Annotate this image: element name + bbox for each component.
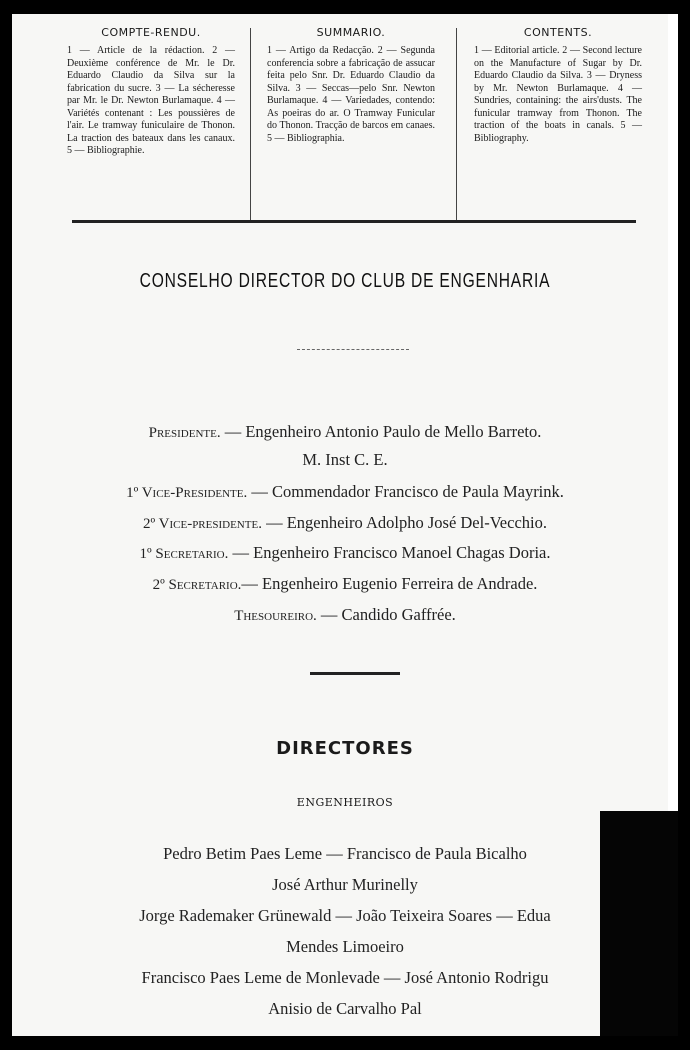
officer-line-treasurer [12, 605, 678, 625]
officer-role: 2º Vice-presidente. [143, 516, 262, 532]
table-of-contents [62, 26, 647, 226]
scan-shadow [600, 811, 678, 1036]
column-heading: SUMMARIO. [316, 26, 386, 39]
officer-role: Presidente. [148, 425, 221, 441]
directors-subtitle: ENGENHEIROS [296, 796, 394, 809]
horizontal-rule [72, 220, 636, 223]
column-divider [250, 28, 251, 222]
column-text: 1 — Article de la rédaction. 2 — Deuxième conférence de Mr. le Dr. Eduardo Claudio da Silva sur la fabrication du sucre. 3 — La sécheresse par Mr. le Dr. Newton Burlamaque. 4 — Variétés contenant : Les poussières de l'air. Le tramway funiculaire de Thonon. La traction des bateaux dans les canaux. 5 — Bibliographie. [67, 45, 235, 156]
column-divider [456, 28, 457, 222]
director-line: Francisco Paes Leme de Monlevade — José Antonio Rodrigu [141, 968, 549, 987]
director-line: Jorge Rademaker Grünewald — João Teixeira Soares — Edua [139, 906, 551, 925]
officer-name: — Engenheiro Adolpho José Del-Vecchio. [261, 513, 547, 532]
contents-column-portuguese [267, 26, 435, 145]
column-heading: COMPTE-RENDU. [101, 26, 201, 39]
contents-column-english [474, 26, 642, 145]
column-text: 1 — Artigo da Redacção. 2 — Segunda conferencia sobre a fabricação de assucar feita pelo Snr. Dr. Eduardo Claudio da Silva. 3 — Seccas—pelo Snr. Newton Burlamaque. 4 — Variedades, contendo: As poeiras do ar. O Tramway Funicular do Thonon. Tracção de barcos em canaes. 5 — Bibliographia. [267, 45, 435, 144]
officer-role: 1º Secretario. [139, 546, 229, 562]
dashed-divider [297, 349, 409, 350]
officer-name: — Candido Gaffrée. [316, 605, 456, 624]
contents-column-french [67, 26, 235, 158]
officer-name: — Engenheiro Antonio Paulo de Mello Barreto. [220, 422, 542, 441]
director-line: Pedro Betim Paes Leme — Francisco de Paula Bicalho [163, 844, 527, 863]
officer-name: — Commendador Francisco de Paula Mayrink. [247, 482, 564, 501]
officer-line-vice-president-1 [12, 482, 678, 502]
officer-role: 1º Vice-Presidente. [126, 485, 248, 501]
document-page [12, 14, 678, 1036]
officer-line-credential [12, 450, 678, 470]
council-title: CONSELHO DIRECTOR DO CLUB DE ENGENHARIA [139, 270, 551, 292]
officer-name: — Engenheiro Francisco Manoel Chagas Doria. [228, 543, 551, 562]
director-line: José Arthur Murinelly [272, 875, 418, 894]
directors-title: DIRECTORES [276, 738, 414, 759]
officer-role: 2º Secretario. [152, 577, 242, 593]
officer-line-secretary-1 [12, 543, 678, 563]
officer-name: M. Inst C. E. [302, 450, 388, 469]
column-text: 1 — Editorial article. 2 — Second lecture on the Manufacture of Sugar by Dr. Eduardo Claudio da Silva. 3 — Dryness by Mr. Newton Burlamaque. 4 — Sundries, containing: the airs'dusts. The funicular tramway from Thonon. The traction of the boats in canals. 5 — Bibliography. [474, 45, 642, 144]
officer-line-secretary-2 [12, 574, 678, 594]
column-heading: CONTENTS. [523, 26, 593, 39]
officer-role: Thesoureiro. [234, 608, 317, 624]
officer-name: — Engenheiro Eugenio Ferreira de Andrade. [241, 574, 538, 593]
director-line: Mendes Limoeiro [286, 937, 404, 956]
officer-line-vice-president-2 [12, 513, 678, 533]
officer-line-president [12, 422, 678, 442]
section-divider [310, 672, 400, 675]
director-line: Anisio de Carvalho Pal [268, 999, 422, 1018]
